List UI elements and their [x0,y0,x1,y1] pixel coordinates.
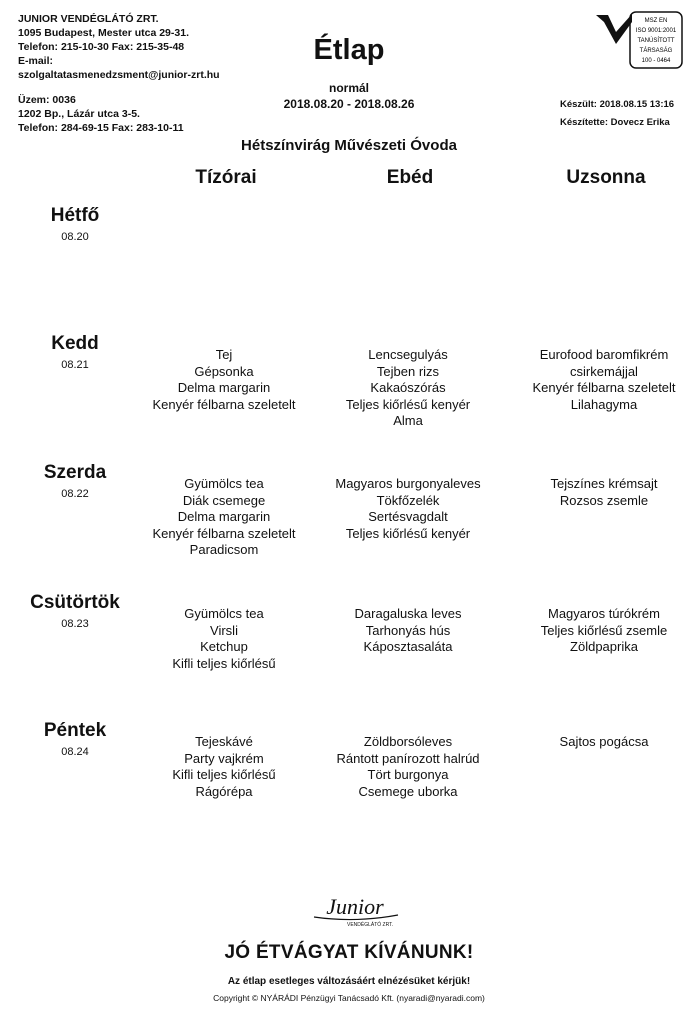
day-name: Kedd [51,333,99,354]
menu-item: Magyaros burgonyaleves [335,476,481,491]
menu-item: Delma margarin [177,380,271,395]
day-date: 08.23 [61,618,89,630]
apology-note: Az étlap esetleges változásáért elnézésüket kérjük! [227,976,471,987]
cert-line: MSZ EN [644,18,668,24]
day-date: 08.20 [61,231,89,243]
menu-cell-ebed [298,347,518,430]
svg-text:VENDÉGLÁTÓ ZRT.: VENDÉGLÁTÓ ZRT. [346,922,394,928]
menu-item: Party vajkrém [184,750,264,766]
menu-item: Tarhonyás hús [365,622,451,638]
menu-item: Rozsos zsemle [559,492,649,508]
menu-item: Teljes kiőrlésű kenyér [345,396,471,412]
certificate-stamp [592,10,684,70]
menu-item: Sajtos pogácsa [559,734,649,749]
company-phone: Telefon: 215-10-30 Fax: 215-35-48 [18,41,185,53]
menu-item: Káposztasaláta [363,639,453,654]
menu-item: Alma [393,413,423,428]
menu-type: normál [328,81,369,95]
day-name: Csütörtök [30,592,120,613]
menu-item: csirkemájjal [570,363,638,379]
cert-line: 100 - 0464 [641,58,671,64]
menu-item: Kenyér félbarna szeletelt [152,525,296,541]
menu-item: Delma margarin [177,509,271,524]
menu-cell-uzsonna [494,734,698,751]
day-name: Péntek [43,720,107,741]
menu-item: Tejeskávé [195,734,253,749]
company-name: JUNIOR VENDÉGLÁTÓ ZRT. [18,13,159,25]
company-address: 1095 Budapest, Mester utca 29-31. [18,27,189,39]
menu-cell-uzsonna [494,347,698,413]
menu-item: Kenyér félbarna szeletelt [152,396,296,412]
menu-item: Rántott panírozott halrúd [336,750,480,766]
day-name: Szerda [43,462,107,483]
column-header-ebed: Ebéd [386,167,434,188]
day-date: 08.24 [61,746,89,758]
menu-cell-ebed [298,734,518,800]
menu-item: Gépsonka [194,363,254,379]
menu-item: Magyaros túrókrém [548,606,660,621]
created-date: Készült: 2018.08.15 13:16 [560,99,675,110]
menu-item: Kakaószórás [370,380,446,395]
menu-item: Virsli [210,622,238,638]
created-by: Készítette: Dovecz Erika [560,117,670,128]
document-meta [560,96,674,132]
column-header-uzsonna: Uzsonna [566,167,646,188]
company-email: szolgaltatasmenedzsment@junior-zrt.hu [18,69,220,81]
menu-item: Tökfőzelék [376,492,440,508]
menu-item: Gyümölcs tea [184,476,264,491]
cert-line: TÁRSASÁG [639,48,673,54]
menu-item: Kifli teljes kiőrlésű [172,767,276,782]
page-title: Étlap [313,34,385,66]
menu-item: Kifli teljes kiőrlésű [172,655,276,671]
menu-cell-uzsonna [494,476,698,509]
menu-item: Lilahagyma [570,396,638,412]
menu-item: Tört burgonya [367,767,449,782]
menu-cell-ebed [298,606,518,656]
menu-item: Daragaluska leves [354,606,462,621]
menu-item: Paradicsom [189,542,259,557]
menu-item: Gyümölcs tea [184,606,264,621]
svg-text:Junior: Junior [326,894,384,919]
menu-item: Teljes kiőrlésű kenyér [345,525,471,541]
institution-name: Hétszínvirág Művészeti Óvoda [241,137,457,154]
menu-item: Zöldpaprika [570,639,638,654]
day-date: 08.21 [61,359,89,371]
site-number: Üzem: 0036 [18,94,76,106]
cert-line: ISO 9001:2001 [635,28,677,34]
menu-item: Lencsegulyás [368,347,448,362]
menu-item: Ketchup [200,639,248,654]
company-info [18,12,220,135]
menu-item: Kenyér félbarna szeletelt [532,380,676,395]
date-range: 2018.08.20 - 2018.08.26 [283,97,415,111]
junior-logo [300,893,410,929]
menu-item: Tejben rizs [376,363,440,379]
menu-item: Eurofood baromfikrém [539,347,669,362]
copyright: Copyright © NYÁRÁDI Pénzügyi Tanácsadó Kft. (nyaradi@nyaradi.com) [213,993,485,1003]
site-address: 1202 Bp., Lázár utca 3-5. [18,108,140,120]
cert-line: TANÚSÍTOTT [637,38,675,44]
menu-item: Csemege uborka [358,783,458,799]
menu-cell-uzsonna [494,606,698,656]
day-date: 08.22 [61,488,89,500]
site-phone: Telefon: 284-69-15 Fax: 283-10-11 [18,122,184,134]
company-email-label: E-mail: [18,55,54,67]
menu-item: Sertésvagdalt [368,509,448,524]
day-name: Hétfő [50,205,100,226]
menu-item: Teljes kiőrlésű zsemle [540,622,668,638]
column-header-tizorai: Tízórai [195,167,257,188]
menu-item: Tej [215,347,233,362]
menu-item: Rágórépa [195,783,253,799]
menu-item: Zöldborsóleves [363,734,453,749]
menu-item: Tejszínes krémsajt [550,476,658,491]
menu-item: Diák csemege [182,492,266,508]
closing-wish: JÓ ÉTVÁGYAT KÍVÁNUNK! [224,942,474,963]
menu-cell-ebed [298,476,518,542]
